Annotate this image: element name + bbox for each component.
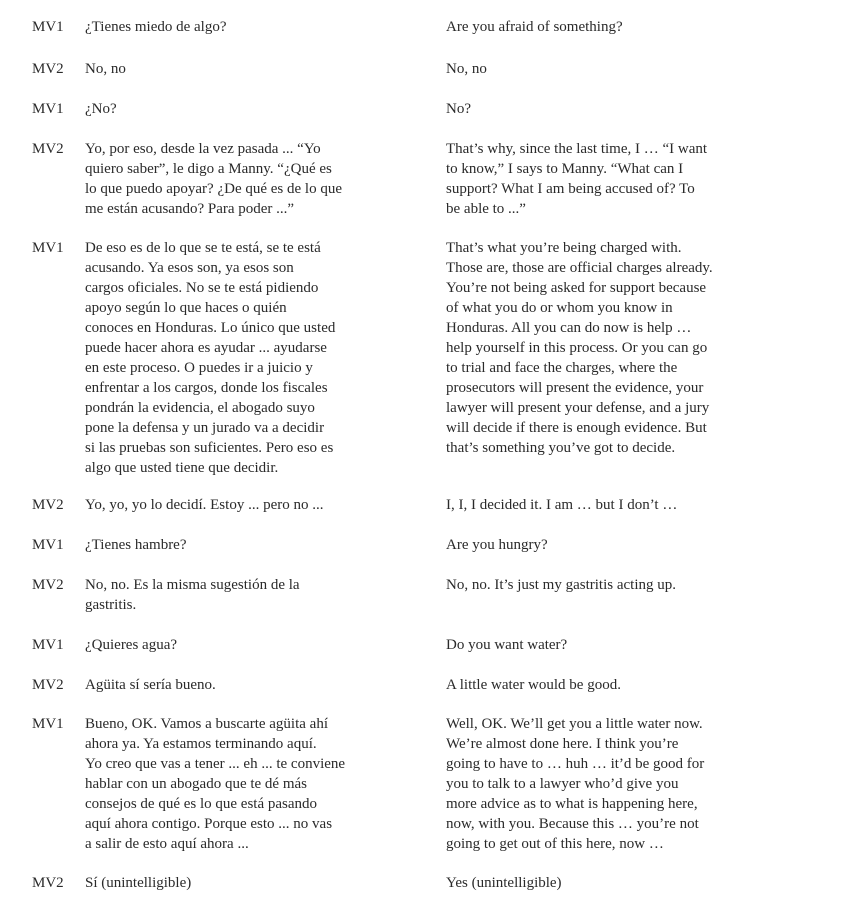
english-text: I, I, I decided it. I am … but I don’t … — [446, 497, 678, 513]
speaker-label: MV2 — [32, 497, 64, 513]
speaker-label: MV2 — [32, 141, 64, 157]
speaker-label: MV1 — [32, 537, 64, 553]
english-text: Do you want water? — [446, 637, 568, 653]
spanish-text: ¿Tienes miedo de algo? — [85, 19, 227, 35]
speaker-label: MV1 — [32, 101, 64, 117]
spanish-text: No, no — [85, 61, 126, 77]
spanish-text: ¿Quieres agua? — [85, 637, 178, 653]
english-text: Yes (unintelligible) — [446, 875, 562, 891]
speaker-label: MV2 — [32, 875, 64, 891]
spanish-text: Yo, yo, yo lo decidí. Estoy ... pero no ... — [85, 497, 324, 513]
english-text: That’s what you’re being charged with. Those are, those are official charges already. You’re not being asked for support because of what you do or whom you know in Honduras. All you can do now is help … help yourself in this process. Or you can go to trial and face the charges, where the prosecutors will present the evidence, your lawyer will present your defense, and a jury will decide if there is enough evidence. But that’s something you’ve got to decide. — [446, 240, 713, 456]
speaker-label: MV1 — [32, 637, 64, 653]
spanish-text: Sí (unintelligible) — [85, 875, 192, 891]
english-text: No, no — [446, 61, 487, 77]
english-text: Are you hungry? — [446, 537, 548, 553]
english-text: No, no. It’s just my gastritis acting up. — [446, 577, 676, 593]
spanish-text: ¿Tienes hambre? — [85, 537, 187, 553]
spanish-text: Agüita sí sería bueno. — [85, 677, 216, 693]
spanish-text: De eso es de lo que se te está, se te está acusando. Ya esos son, ya esos son cargos oficiales. No se te está pidiendo apoyo según lo que haces o quién conoces en Honduras. Lo único que usted puede hacer ahora es ayudar ... ayudarse en este proceso. O puedes ir a juicio y enfrentar a los cargos, donde los fiscales pondrán la evidencia, el abogado suyo pone la defensa y un jurado va a decidir si las pruebas son suficientes. Pero eso es algo que usted tiene que decidir. — [85, 240, 336, 476]
speaker-label: MV2 — [32, 61, 64, 77]
english-text: That’s why, since the last time, I … “I want to know,” I says to Manny. “What can I support? What I am being accused of? To be able to ...” — [446, 141, 708, 217]
spanish-text: Bueno, OK. Vamos a buscarte agüita ahí ahora ya. Ya estamos terminando aquí. Yo creo que vas a tener ... eh ... te conviene hablar con un abogado que te dé más consejos de qué es lo que está pasando aquí ahora contigo. Porque esto ... no vas a salir de esto aquí ahora ... — [85, 716, 346, 852]
speaker-label: MV1 — [32, 716, 64, 732]
english-text: Are you afraid of something? — [446, 19, 623, 35]
english-text: No? — [446, 101, 471, 117]
spanish-text: Yo, por eso, desde la vez pasada ... “Yo quiero saber”, le digo a Manny. “¿Qué es lo que puedo apoyar? ¿De qué es de lo que me están acusando? Para poder ...” — [85, 141, 342, 217]
spanish-text: No, no. Es la misma sugestión de la gastritis. — [85, 577, 300, 613]
speaker-label: MV1 — [32, 19, 64, 35]
speaker-label: MV2 — [32, 577, 64, 593]
english-text: Well, OK. We’ll get you a little water now. We’re almost done here. I think you’re going to have to … huh … it’d be good for you to talk to a lawyer who’d give you more advice as to what is happening here, now, with you. Because this … you’re not going to get out of this here, now … — [446, 716, 705, 852]
spanish-text: ¿No? — [85, 101, 117, 117]
speaker-label: MV2 — [32, 677, 64, 693]
speaker-label: MV1 — [32, 240, 64, 256]
english-text: A little water would be good. — [446, 677, 621, 693]
